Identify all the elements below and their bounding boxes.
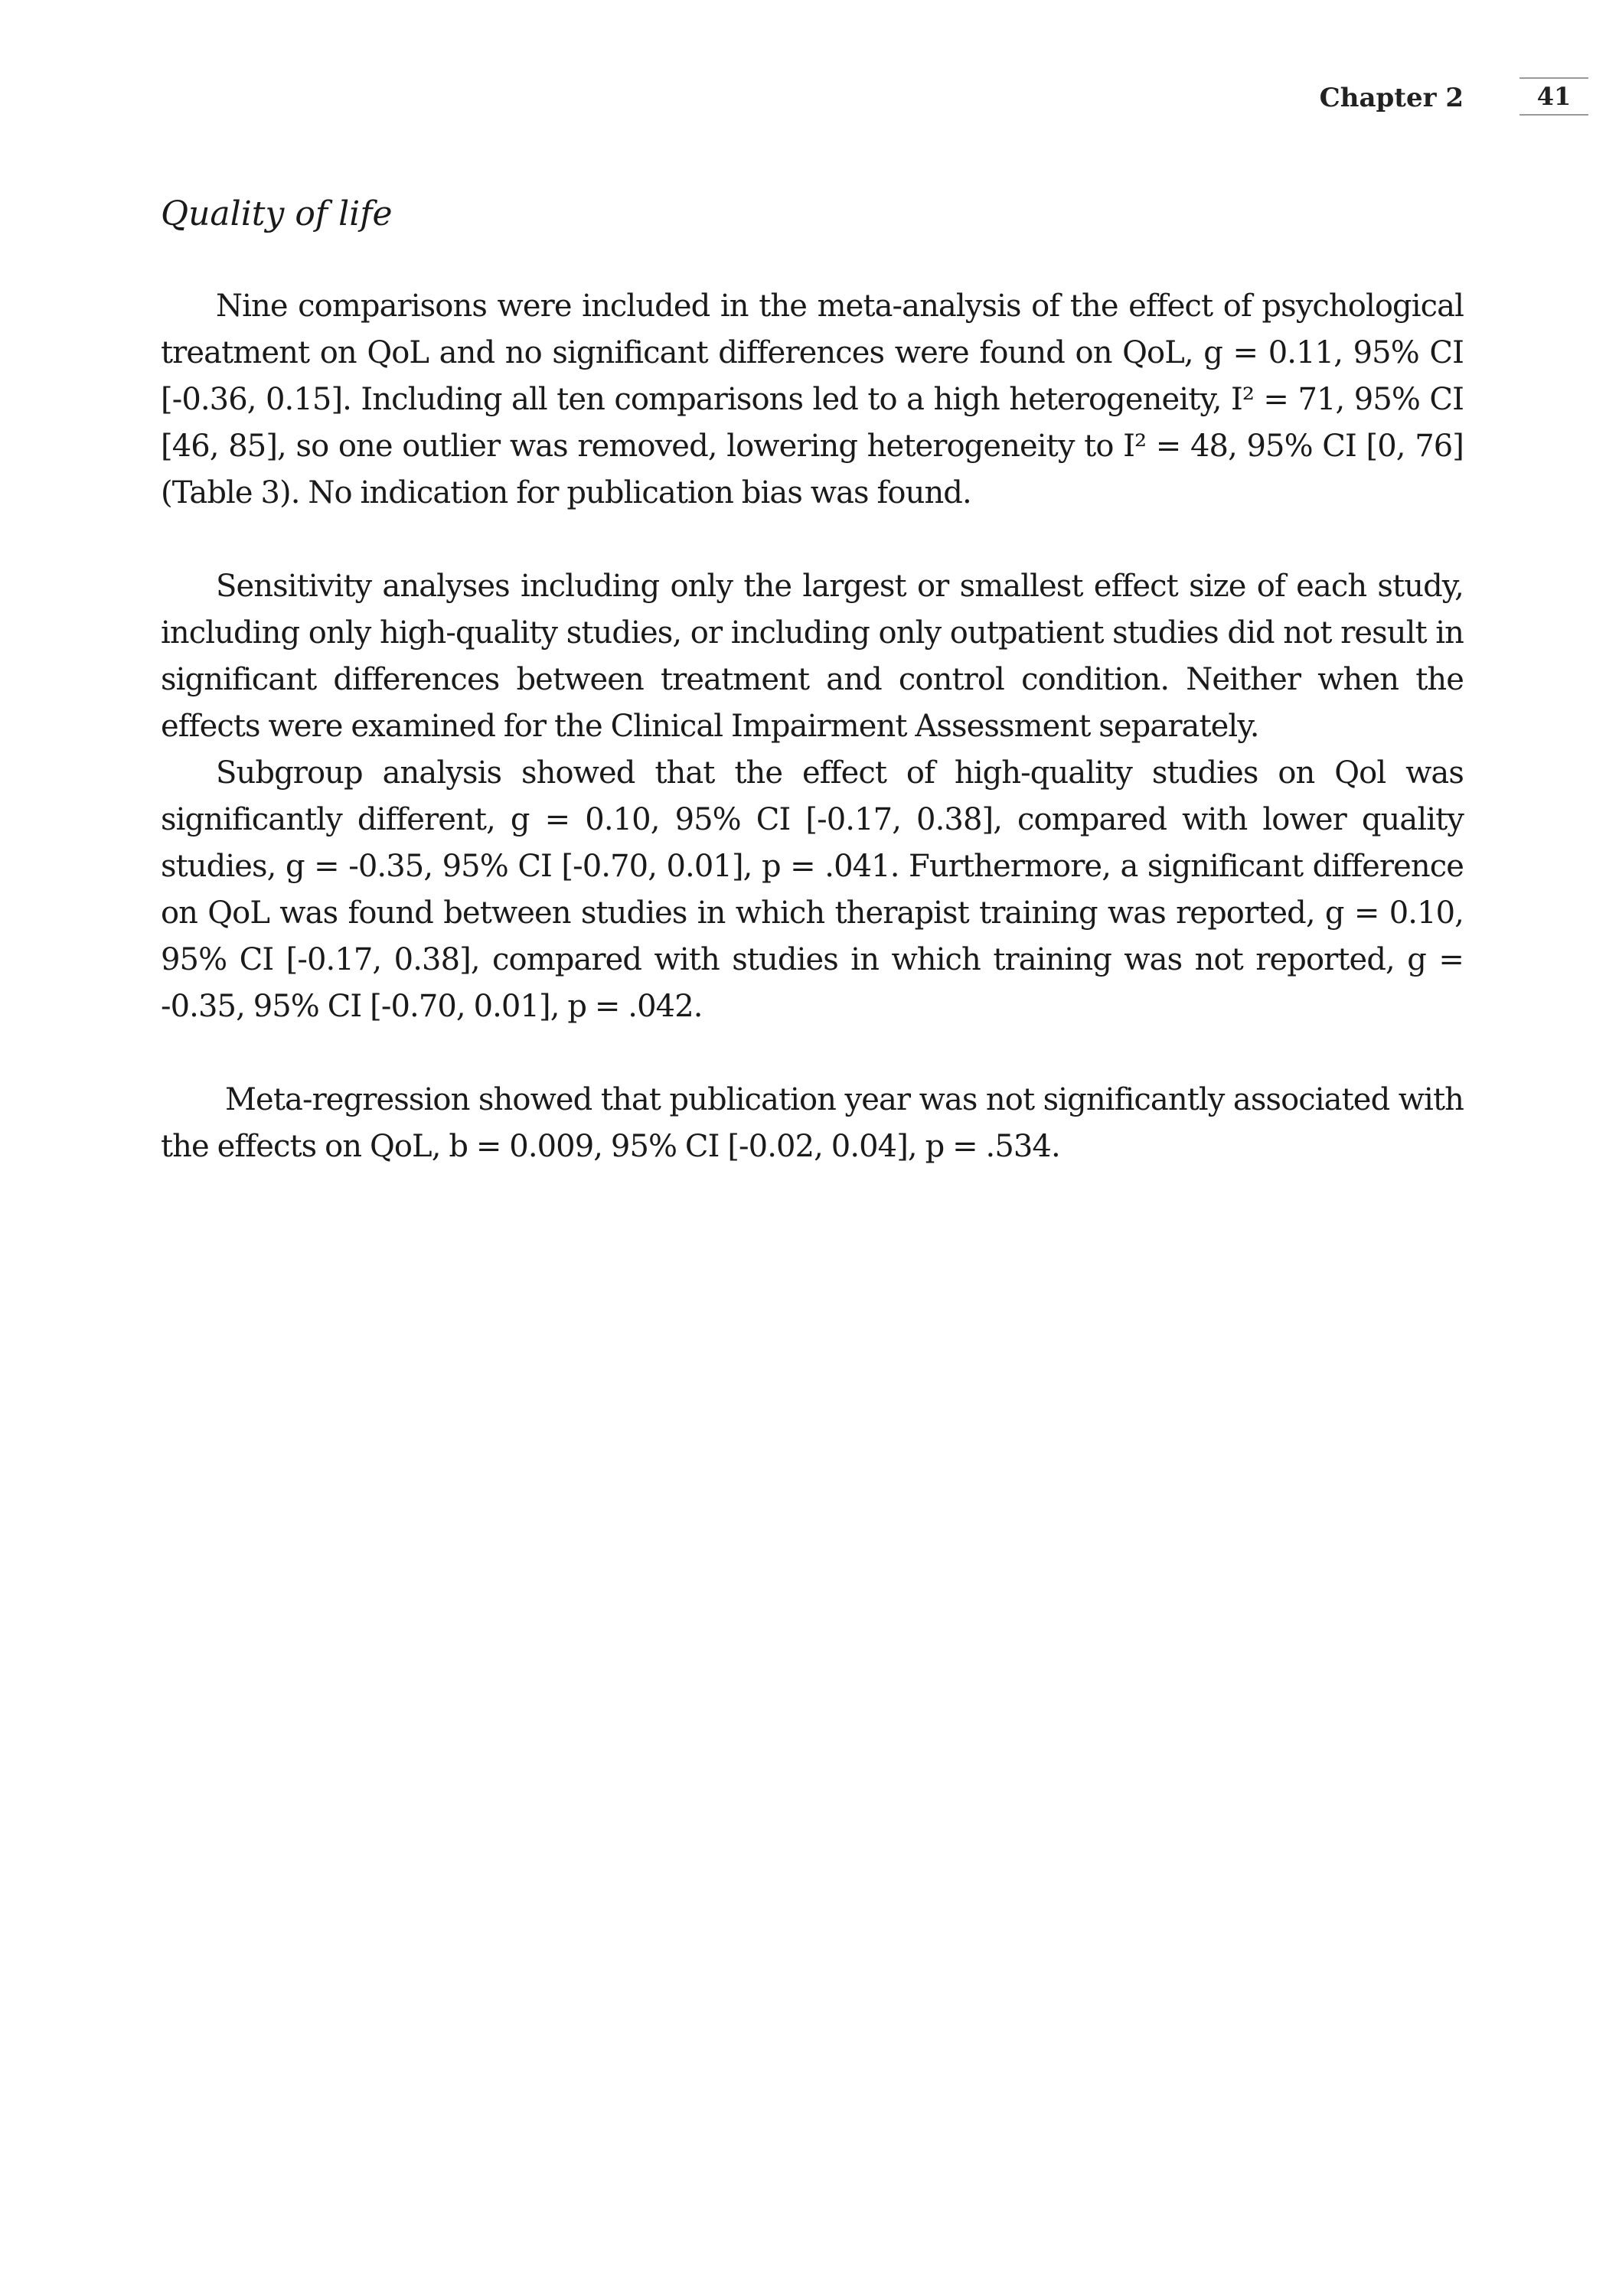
paragraph-meta-analysis: Nine comparisons were included in the meta-analysis of the effect of psychological treatment on QoL and no significant differences were found on QoL, g = 0.11, 95% CI [-0.36, 0.15]. Including all ten comparisons led to a high heterogeneity, I² = 71, 95% CI [46, 85], so one outlier was removed, lowering heterogeneity to I² = 48, 95% CI [0, 76] (Table 3). No indication for publication bias was found. <box>161 289 1464 510</box>
paragraph-meta-regression: Meta-regression showed that publication year was not significantly associated with the effects on QoL, b = 0.009, 95% CI [-0.02, 0.04], p = .534. <box>161 1082 1464 1164</box>
page-number: 41 <box>1519 77 1588 116</box>
running-head: Chapter 2 <box>1319 83 1464 113</box>
section-title: Quality of life <box>161 194 393 233</box>
paragraph-sensitivity-analyses: Sensitivity analyses including only the largest or smallest effect size of each study, including only high-quality studies, or including only outpatient studies did not result in significant differences between treatment and control condition. Neither when the effects were examined for the Clinical Impairment Assessment separately. <box>161 569 1464 744</box>
page-body <box>161 191 1464 1170</box>
paragraph-subgroup-analysis: Subgroup analysis showed that the effect of high-quality studies on Qol was significantly different, g = 0.10, 95% CI [-0.17, 0.38], compared with lower quality studies, g = -0.35, 95% CI [-0.70, 0.01], p = .041. Furthermore, a significant difference on QoL was found between studies in which therapist training was reported, g = 0.10, 95% CI [-0.17, 0.38], compared with studies in which training was not reported, g = -0.35, 95% CI [-0.70, 0.01], p = .042. <box>161 755 1464 1024</box>
